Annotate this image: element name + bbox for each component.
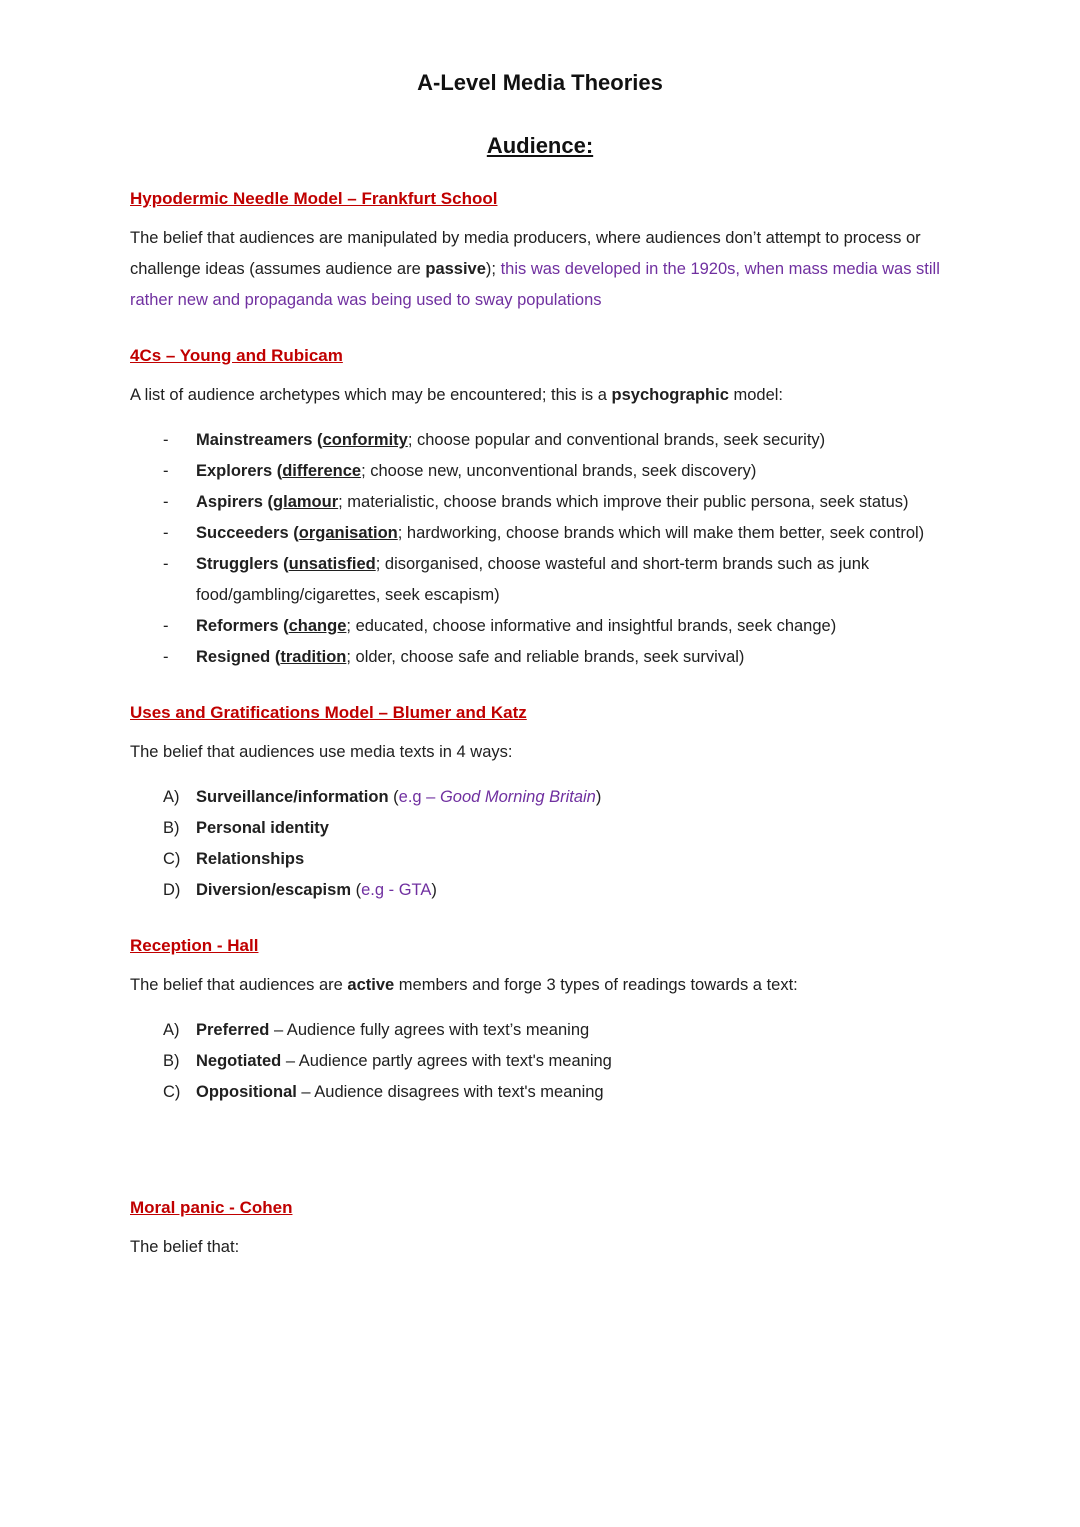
text-run-bold-underline: tradition <box>280 648 347 666</box>
paragraph-4cs-intro <box>130 380 950 411</box>
list-item-text <box>196 844 950 875</box>
section-heading-4cs: 4Cs – Young and Rubicam <box>130 346 343 365</box>
list-label: C) <box>163 850 181 868</box>
text-run: A list of audience archetypes which may be encountered; this is a <box>130 386 612 404</box>
list-label: A) <box>163 1021 180 1039</box>
text-run-bold: Oppositional <box>196 1083 297 1101</box>
text-run-bold: psychographic <box>611 386 729 404</box>
list-label: D) <box>163 881 181 899</box>
text-run-purple: e.g - GTA <box>361 881 432 899</box>
text-run-bold: Explorers ( <box>196 462 283 480</box>
text-run-bold: Resigned ( <box>196 648 281 666</box>
text-run-purple: e.g – <box>398 788 440 806</box>
bullet-item-mainstreamers <box>163 425 950 456</box>
paragraph-uses-intro: The belief that audiences use media texts in 4 ways: <box>130 743 513 761</box>
list-label: A) <box>163 788 180 806</box>
text-run: – Audience fully agrees with text’s meaning <box>269 1021 590 1039</box>
text-run: ; materialistic, choose brands which improve their public persona, seek status) <box>338 493 909 511</box>
bullet-dash: - <box>163 555 169 573</box>
bullet-text <box>196 425 950 456</box>
text-run-bold: active <box>347 976 395 994</box>
text-run-bold: Personal identity <box>196 819 329 837</box>
text-run-bold: Negotiated <box>196 1052 282 1070</box>
list-item-relationships <box>163 844 950 875</box>
bullet-text <box>196 487 950 518</box>
bullet-dash: - <box>163 493 169 511</box>
list-label: C) <box>163 1083 181 1101</box>
text-run-bold-underline: conformity <box>322 431 408 449</box>
text-run-bold: Mainstreamers ( <box>196 431 323 449</box>
uses-lettered-list <box>163 782 950 906</box>
bullet-item-resigned <box>163 642 950 673</box>
text-run: ; disorganised, choose wasteful and short-term brands such as junk food/gambling/cigarettes, seek escapism) <box>196 555 870 604</box>
bullet-text <box>196 518 950 549</box>
text-run-bold-underline: difference <box>282 462 362 480</box>
text-run-bold-underline: organisation <box>298 524 398 542</box>
bullet-text <box>196 642 950 673</box>
document-title: A-Level Media Theories <box>417 70 663 95</box>
text-run: ) <box>431 881 437 899</box>
text-run: ( <box>351 881 362 899</box>
text-run-bold-underline: unsatisfied <box>288 555 376 573</box>
bullet-item-strugglers <box>163 549 950 611</box>
list-item-diversion <box>163 875 950 906</box>
bullet-text <box>196 456 950 487</box>
bullet-dash: - <box>163 648 169 666</box>
bullet-item-succeeders <box>163 518 950 549</box>
text-run-purple-italic: Good Morning Britain <box>439 788 596 806</box>
list-label: B) <box>163 1052 180 1070</box>
section-heading-uses-gratifications: Uses and Gratifications Model – Blumer and Katz <box>130 703 527 722</box>
text-run: members and forge 3 types of readings towards a text: <box>394 976 798 994</box>
text-run-bold-underline: change <box>288 617 347 635</box>
list-item-text <box>196 813 950 844</box>
text-run-bold: passive <box>425 260 486 278</box>
list-item-text <box>196 875 950 906</box>
text-run-bold-underline: glamour <box>273 493 339 511</box>
text-run: ; choose new, unconventional brands, seek discovery) <box>361 462 757 480</box>
text-run-bold: Strugglers ( <box>196 555 289 573</box>
list-item-personal-identity <box>163 813 950 844</box>
bullet-text <box>196 549 950 611</box>
archetype-bullet-list <box>163 425 950 673</box>
list-item-text <box>196 1046 950 1077</box>
text-run-bold: Succeeders ( <box>196 524 299 542</box>
bullet-dash: - <box>163 431 169 449</box>
text-run: ; educated, choose informative and insightful brands, seek change) <box>346 617 837 635</box>
text-run: – Audience disagrees with text's meaning <box>296 1083 604 1101</box>
text-run: ; older, choose safe and reliable brands, seek survival) <box>346 648 745 666</box>
paragraph-reception-intro <box>130 970 950 1001</box>
text-run: ( <box>388 788 399 806</box>
text-run: ; hardworking, choose brands which will make them better, seek control) <box>397 524 925 542</box>
list-item-surveillance <box>163 782 950 813</box>
text-run: – Audience partly agrees with text's meaning <box>281 1052 612 1070</box>
bullet-dash: - <box>163 617 169 635</box>
text-run: ) <box>595 788 602 806</box>
bullet-item-reformers <box>163 611 950 642</box>
list-item-negotiated <box>163 1046 950 1077</box>
list-item-text <box>196 1077 950 1108</box>
text-run: The belief that audiences are <box>130 976 348 994</box>
bullet-text <box>196 611 950 642</box>
text-run-bold: Relationships <box>196 850 305 868</box>
section-heading-moral-panic: Moral panic - Cohen <box>130 1198 293 1217</box>
text-run-bold: Reformers ( <box>196 617 289 635</box>
readings-lettered-list <box>163 1015 950 1108</box>
text-run-bold: Preferred <box>196 1021 270 1039</box>
section-heading-reception: Reception - Hall <box>130 936 259 955</box>
list-item-preferred <box>163 1015 950 1046</box>
list-item-oppositional <box>163 1077 950 1108</box>
text-run-bold: Aspirers ( <box>196 493 274 511</box>
list-item-text <box>196 782 950 813</box>
text-run: ; choose popular and conventional brands, seek security) <box>407 431 826 449</box>
text-run-purple: this was developed in the 1920s, when mass media was still rather new and propaganda was being used to sway populations <box>130 260 940 309</box>
text-run: model: <box>728 386 784 404</box>
bullet-item-aspirers <box>163 487 950 518</box>
bullet-item-explorers <box>163 456 950 487</box>
text-run-bold: Diversion/escapism <box>196 881 351 899</box>
section-heading-hypodermic-needle: Hypodermic Needle Model – Frankfurt School <box>130 189 498 208</box>
text-run-bold: Surveillance/information <box>196 788 389 806</box>
text-run: ); <box>485 260 501 278</box>
bullet-dash: - <box>163 462 169 480</box>
paragraph-moral-panic-intro: The belief that: <box>130 1238 240 1256</box>
document-subtitle: Audience: <box>486 133 594 158</box>
text-run: The belief that audiences are manipulated by media producers, where audiences don’t attempt to process or challenge ideas (assumes audience are <box>130 229 921 278</box>
bullet-dash: - <box>163 524 169 542</box>
list-label: B) <box>163 819 180 837</box>
list-item-text <box>196 1015 950 1046</box>
paragraph-hypodermic-needle <box>130 223 950 316</box>
